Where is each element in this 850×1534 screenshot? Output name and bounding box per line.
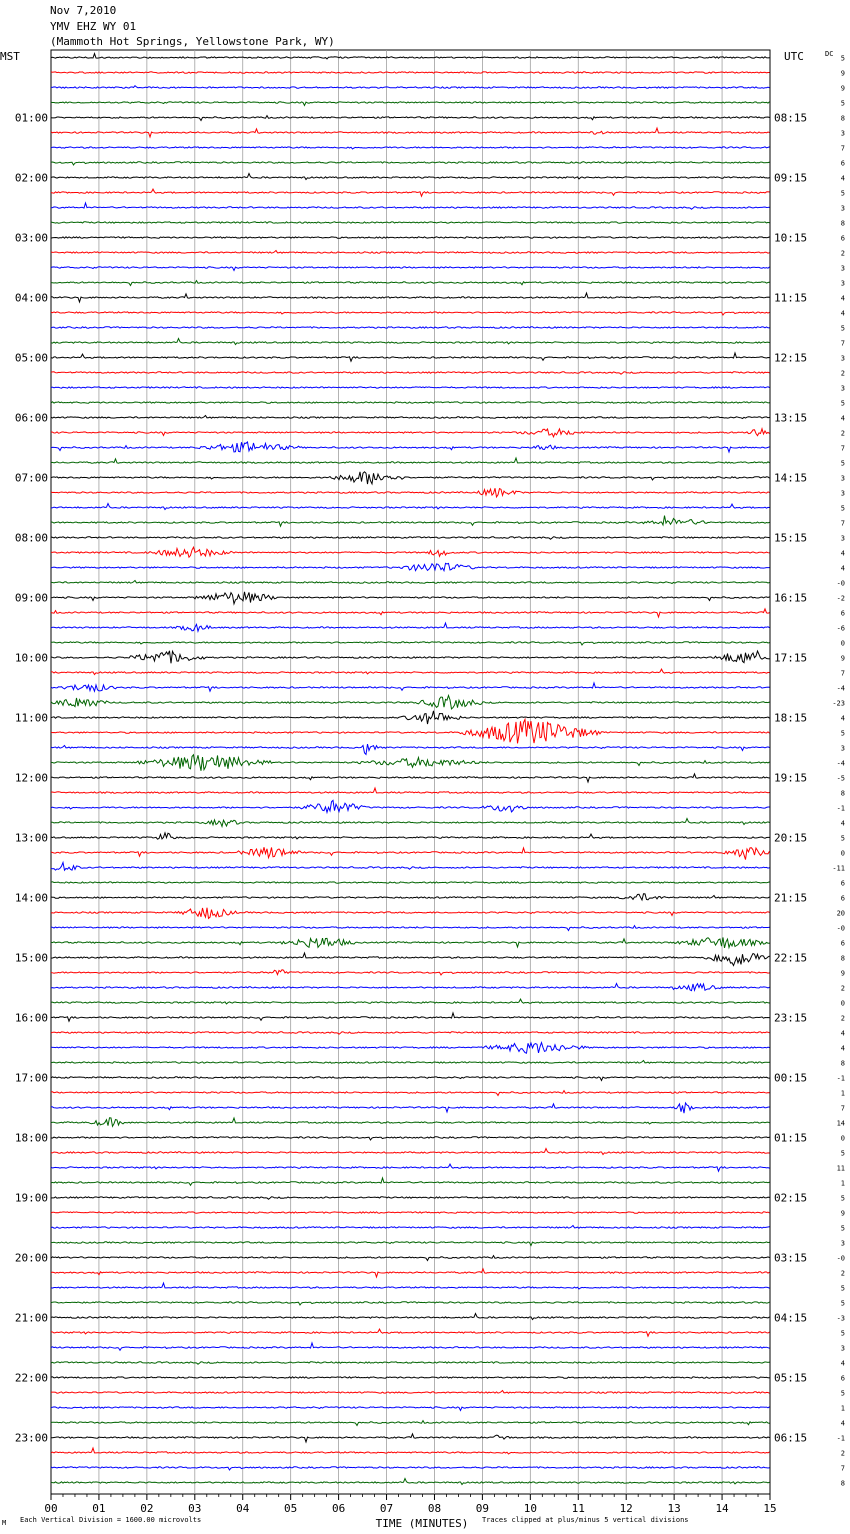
dc-offset-value: 5: [840, 399, 845, 408]
dc-offset-value: 6: [840, 159, 845, 168]
dc-offset-value: 9: [840, 69, 845, 78]
utc-hour-label: 17:15: [774, 651, 808, 665]
dc-offset-value: 5: [840, 729, 845, 738]
dc-offset-value: 8: [840, 114, 845, 123]
seismic-trace: [51, 267, 770, 271]
seismic-trace: [51, 429, 770, 437]
dc-offset-value: 20: [836, 909, 845, 918]
seismic-trace: [51, 116, 770, 121]
utc-hour-label: 13:15: [774, 411, 808, 425]
seismic-trace: [51, 402, 770, 403]
dc-offset-value: 11: [836, 1164, 845, 1173]
seismic-trace: [51, 847, 770, 859]
dc-offset-value: 4: [840, 309, 845, 318]
seismic-trace: [51, 293, 770, 302]
chart-date: Nov 7,2010: [50, 4, 117, 17]
seismic-trace: [51, 642, 770, 645]
dc-offset-value: 3: [840, 264, 845, 273]
dc-offset-value: 3: [840, 354, 845, 363]
utc-hour-label: 03:15: [774, 1251, 808, 1265]
seismic-trace: [51, 86, 770, 89]
dc-offset-value: 3: [840, 474, 845, 483]
utc-hour-label: 12:15: [774, 351, 808, 365]
dc-offset-value: 4: [840, 1044, 845, 1053]
seismic-trace: [51, 1421, 770, 1426]
mst-hour-label: 18:00: [14, 1131, 48, 1145]
seismic-trace: [51, 327, 770, 329]
utc-hour-label: 14:15: [774, 471, 808, 485]
seismic-trace: [51, 719, 770, 743]
dc-offset-value: 4: [840, 564, 845, 573]
utc-hour-label: 19:15: [774, 771, 808, 785]
dc-offset-value: 5: [840, 1149, 845, 1158]
mst-hour-label: 06:00: [14, 411, 48, 425]
mst-hour-label: 07:00: [14, 471, 48, 485]
mst-hour-label: 04:00: [14, 291, 48, 305]
utc-hour-label: 09:15: [774, 171, 808, 185]
mst-hour-label: 17:00: [14, 1071, 48, 1085]
clip-note: Traces clipped at plus/minus 5 vertical divisions: [482, 1516, 689, 1524]
seismic-trace: [51, 1091, 770, 1096]
dc-offset-value: 7: [840, 1464, 845, 1473]
dc-offset-value: 4: [840, 294, 845, 303]
dc-offset-value: 2: [840, 1449, 845, 1458]
mst-hour-label: 14:00: [14, 891, 48, 905]
seismic-trace: [51, 833, 770, 839]
seismic-trace: [51, 984, 770, 991]
dc-offset-value: 3: [840, 279, 845, 288]
mst-hour-label: 13:00: [14, 831, 48, 845]
seismic-trace: [51, 711, 770, 724]
seismic-trace: [51, 800, 770, 812]
dc-offset-value: 6: [840, 879, 845, 888]
seismic-trace: [51, 609, 770, 617]
x-axis-label: TIME (MINUTES): [375, 1517, 469, 1530]
seismic-trace: [51, 102, 770, 106]
seismic-trace: [51, 547, 770, 557]
left-timezone-label: MST: [0, 50, 20, 63]
dc-offset-value: 4: [840, 1029, 845, 1038]
utc-hour-label: 05:15: [774, 1371, 808, 1385]
seismic-trace: [51, 581, 770, 584]
seismic-trace: [51, 472, 770, 484]
seismic-trace: [51, 563, 770, 570]
seismic-trace: [51, 353, 770, 361]
x-tick-label: 06: [331, 1502, 346, 1515]
utc-hour-label: 11:15: [774, 291, 808, 305]
dc-offset-value: 9: [840, 969, 845, 978]
seismic-trace: [51, 54, 770, 59]
seismic-trace: [51, 1242, 770, 1246]
dc-offset-value: -0: [836, 579, 845, 588]
dc-offset-value: 4: [840, 1419, 845, 1428]
utc-hour-label: 10:15: [774, 231, 808, 245]
dc-offset-value: 3: [840, 384, 845, 393]
dc-offset-value: -4: [836, 684, 845, 693]
seismic-trace: [51, 1434, 770, 1442]
dc-offset-value: 9: [840, 84, 845, 93]
utc-hour-label: 15:15: [774, 531, 808, 545]
seismic-trace: [51, 312, 770, 315]
dc-offset-value: 4: [840, 1359, 845, 1368]
mst-hour-label: 12:00: [14, 771, 48, 785]
mst-hour-label: 02:00: [14, 171, 48, 185]
dc-offset-value: 3: [840, 534, 845, 543]
dc-offset-value: 4: [840, 549, 845, 558]
dc-offset-value: 8: [840, 1059, 845, 1068]
seismic-trace: [51, 339, 770, 345]
x-tick-label: 02: [140, 1502, 154, 1515]
dc-offset-value: 0: [840, 1134, 845, 1143]
dc-offset-value: 8: [840, 219, 845, 228]
seismic-trace: [51, 1362, 770, 1364]
seismic-trace: [51, 516, 770, 527]
dc-offset-value: -4: [836, 759, 845, 768]
dc-offset-value: -23: [832, 699, 845, 708]
dc-offset-value: -2: [836, 594, 845, 603]
seismic-trace: [51, 281, 770, 286]
mst-hour-label: 20:00: [14, 1251, 48, 1265]
dc-offset-value: 2: [840, 429, 845, 438]
dc-offset-value: 0: [840, 999, 845, 1008]
mst-hour-label: 05:00: [14, 351, 48, 365]
seismic-trace: [51, 1118, 770, 1127]
dc-offset-value: 1: [840, 1089, 845, 1098]
dc-offset-value: -0: [836, 924, 845, 933]
mst-hour-label: 01:00: [14, 111, 48, 125]
seismic-trace: [51, 1391, 770, 1394]
dc-offset-value: 3: [840, 744, 845, 753]
mst-hour-label: 15:00: [14, 951, 48, 965]
seismic-trace: [51, 372, 770, 374]
dc-offset-value: -3: [836, 1314, 845, 1323]
dc-offset-value: 7: [840, 444, 845, 453]
x-tick-label: 12: [619, 1502, 633, 1515]
dc-offset-value: 4: [840, 819, 845, 828]
x-tick-label: 01: [92, 1502, 106, 1515]
seismic-trace: [51, 1302, 770, 1305]
utc-hour-label: 16:15: [774, 591, 808, 605]
seismic-trace: [51, 1077, 770, 1081]
seismic-trace: [51, 1061, 770, 1064]
dc-offset-value: 5: [840, 1224, 845, 1233]
dc-offset-value: 6: [840, 1374, 845, 1383]
dc-offset-value: 3: [840, 204, 845, 213]
seismic-trace: [51, 1269, 770, 1277]
dc-offset-value: 7: [840, 144, 845, 153]
mst-hour-label: 22:00: [14, 1371, 48, 1385]
dc-offset-value: 6: [840, 894, 845, 903]
x-tick-label: 04: [236, 1502, 250, 1515]
seismic-trace: [51, 1164, 770, 1171]
seismic-trace: [51, 72, 770, 73]
vertical-scale-note: Each Vertical Division = 1600.00 microvolts: [20, 1516, 202, 1524]
seismic-trace: [51, 237, 770, 238]
dc-offset-value: 14: [836, 1119, 845, 1128]
x-tick-label: 08: [427, 1502, 442, 1515]
seismic-trace: [51, 894, 770, 900]
dc-offset-value: -1: [836, 804, 845, 813]
right-timezone-label: UTC: [784, 50, 804, 63]
seismic-trace: [51, 696, 770, 709]
seismic-trace: [51, 442, 770, 452]
seismic-trace: [51, 623, 770, 631]
dc-offset-value: 8: [840, 954, 845, 963]
x-tick-label: 07: [379, 1502, 394, 1515]
mst-hour-label: 03:00: [14, 231, 48, 245]
seismic-trace: [51, 1479, 770, 1485]
dc-offset-value: 2: [840, 1269, 845, 1278]
seismic-trace: [51, 1197, 770, 1199]
x-tick-label: 05: [284, 1502, 298, 1515]
dc-offset-value: 2: [840, 369, 845, 378]
dc-offset-value: 1: [840, 1179, 845, 1188]
dc-offset-value: 5: [840, 1329, 845, 1338]
mst-hour-label: 19:00: [14, 1191, 48, 1205]
dc-offset-value: -6: [836, 624, 845, 633]
mst-hour-label: 11:00: [14, 711, 48, 725]
seismic-trace: [51, 1212, 770, 1213]
seismic-trace: [51, 592, 770, 604]
seismic-trace: [51, 863, 770, 871]
dc-offset-value: 9: [840, 654, 845, 663]
seismic-trace: [51, 669, 770, 674]
station-code: YMV EHZ WY 01: [50, 20, 137, 33]
seismic-trace: [51, 174, 770, 180]
dc-offset-value: -1: [836, 1074, 845, 1083]
dc-offset-value: 5: [840, 1389, 845, 1398]
seismic-trace: [51, 1137, 770, 1140]
mst-hour-label: 23:00: [14, 1431, 48, 1445]
seismic-trace: [51, 416, 770, 419]
dc-offset-value: -1: [836, 1434, 845, 1443]
dc-offset-value: 3: [840, 489, 845, 498]
seismic-trace: [51, 1103, 770, 1113]
dc-offset-value: 4: [840, 174, 845, 183]
seismic-trace: [51, 1178, 770, 1185]
station-location: (Mammoth Hot Springs, Yellowstone Park, WY): [50, 35, 335, 48]
seismic-trace: [51, 999, 770, 1004]
seismic-trace: [51, 1283, 770, 1289]
seismic-trace: [51, 458, 770, 463]
dc-offset-value: 5: [840, 324, 845, 333]
utc-hour-label: 18:15: [774, 711, 808, 725]
dc-offset-value: 0: [840, 639, 845, 648]
utc-hour-label: 04:15: [774, 1311, 808, 1325]
dc-offset-value: 8: [840, 1479, 845, 1488]
seismic-trace: [51, 1032, 770, 1034]
seismic-trace: [51, 774, 770, 782]
dc-offset-value: 5: [840, 834, 845, 843]
utc-hour-label: 00:15: [774, 1071, 808, 1085]
dc-offset-value: 5: [840, 1299, 845, 1308]
dc-offset-value: 2: [840, 1014, 845, 1023]
seismic-trace: [51, 203, 770, 209]
utc-hour-label: 08:15: [774, 111, 808, 125]
dc-offset-value: 6: [840, 939, 845, 948]
seismic-trace: [51, 937, 770, 948]
seismic-trace: [51, 788, 770, 793]
seismic-trace: [51, 1467, 770, 1470]
footer-corner-mark: M: [2, 1519, 7, 1527]
dc-offset-value: 5: [840, 459, 845, 468]
plot-frame: [51, 50, 770, 1494]
dc-offset-value: 5: [840, 99, 845, 108]
x-tick-label: 09: [475, 1502, 490, 1515]
x-tick-label: 13: [667, 1502, 681, 1515]
seismic-trace: [51, 744, 770, 754]
seismic-trace: [51, 882, 770, 883]
dc-offset-value: 0: [840, 849, 845, 858]
x-tick-label: 11: [571, 1502, 585, 1515]
dc-offset-value: -5: [836, 774, 845, 783]
dc-offset-value: 7: [840, 519, 845, 528]
dc-offset-value: -0: [836, 1254, 845, 1263]
seismic-trace: [51, 537, 770, 539]
mst-hour-label: 16:00: [14, 1011, 48, 1025]
seismic-trace: [51, 926, 770, 931]
seismic-trace: [51, 1149, 770, 1155]
x-tick-label: 14: [715, 1502, 729, 1515]
seismic-trace: [51, 1013, 770, 1021]
seismic-trace: [51, 162, 770, 165]
seismic-trace: [51, 1314, 770, 1320]
seismic-trace: [51, 953, 770, 965]
dc-offset-value: 6: [840, 609, 845, 618]
dc-offset-value: 9: [840, 1209, 845, 1218]
seismic-trace: [51, 683, 770, 691]
mst-hour-label: 21:00: [14, 1311, 48, 1325]
dc-offset-value: 5: [840, 54, 845, 63]
x-tick-label: 00: [44, 1502, 58, 1515]
dc-offset-value: 3: [840, 1344, 845, 1353]
mst-hour-label: 09:00: [14, 591, 48, 605]
dc-offset-value: 2: [840, 984, 845, 993]
utc-hour-label: 02:15: [774, 1191, 808, 1205]
seismic-trace: [51, 504, 770, 510]
seismic-trace: [51, 1407, 770, 1411]
seismic-trace: [51, 819, 770, 827]
seismic-trace: [51, 189, 770, 196]
seismic-trace: [51, 147, 770, 149]
utc-hour-label: 22:15: [774, 951, 808, 965]
seismic-trace: [51, 222, 770, 223]
dc-offset-value: 5: [840, 504, 845, 513]
dc-offset-value: 5: [840, 1194, 845, 1203]
seismic-trace: [51, 1343, 770, 1350]
dc-offset-value: 3: [840, 1239, 845, 1248]
utc-hour-label: 01:15: [774, 1131, 808, 1145]
seismic-trace: [51, 1256, 770, 1261]
dc-offset-value: 7: [840, 339, 845, 348]
dc-offset-value: 3: [840, 129, 845, 138]
dc-offset-header: DC: [825, 50, 834, 58]
utc-hour-label: 06:15: [774, 1431, 808, 1445]
seismic-trace: [51, 755, 770, 771]
dc-offset-value: 5: [840, 1284, 845, 1293]
utc-hour-label: 21:15: [774, 891, 808, 905]
x-tick-label: 03: [188, 1502, 202, 1515]
seismic-trace: [51, 1448, 770, 1454]
seismic-trace: [51, 970, 770, 975]
dc-offset-value: 6: [840, 234, 845, 243]
seismic-trace: [51, 251, 770, 254]
utc-hour-label: 23:15: [774, 1011, 808, 1025]
seismic-trace: [51, 1329, 770, 1336]
mst-hour-label: 10:00: [14, 651, 48, 665]
seismic-trace: [51, 488, 770, 497]
seismic-trace: [51, 1226, 770, 1229]
dc-offset-value: 4: [840, 714, 845, 723]
x-tick-label: 10: [523, 1502, 537, 1515]
x-tick-label: 15: [763, 1502, 777, 1515]
dc-offset-value: 8: [840, 789, 845, 798]
seismic-trace: [51, 1043, 770, 1054]
seismic-trace: [51, 128, 770, 137]
seismic-trace: [51, 387, 770, 388]
dc-offset-value: 1: [840, 1404, 845, 1413]
seismic-trace: [51, 1377, 770, 1378]
dc-offset-value: 5: [840, 189, 845, 198]
mst-hour-label: 08:00: [14, 531, 48, 545]
seismic-trace: [51, 651, 770, 664]
dc-offset-value: -11: [832, 864, 845, 873]
dc-offset-value: 7: [840, 669, 845, 678]
utc-hour-label: 20:15: [774, 831, 808, 845]
dc-offset-value: 4: [840, 414, 845, 423]
seismic-trace: [51, 908, 770, 919]
dc-offset-value: 7: [840, 1104, 845, 1113]
dc-offset-value: 2: [840, 249, 845, 258]
